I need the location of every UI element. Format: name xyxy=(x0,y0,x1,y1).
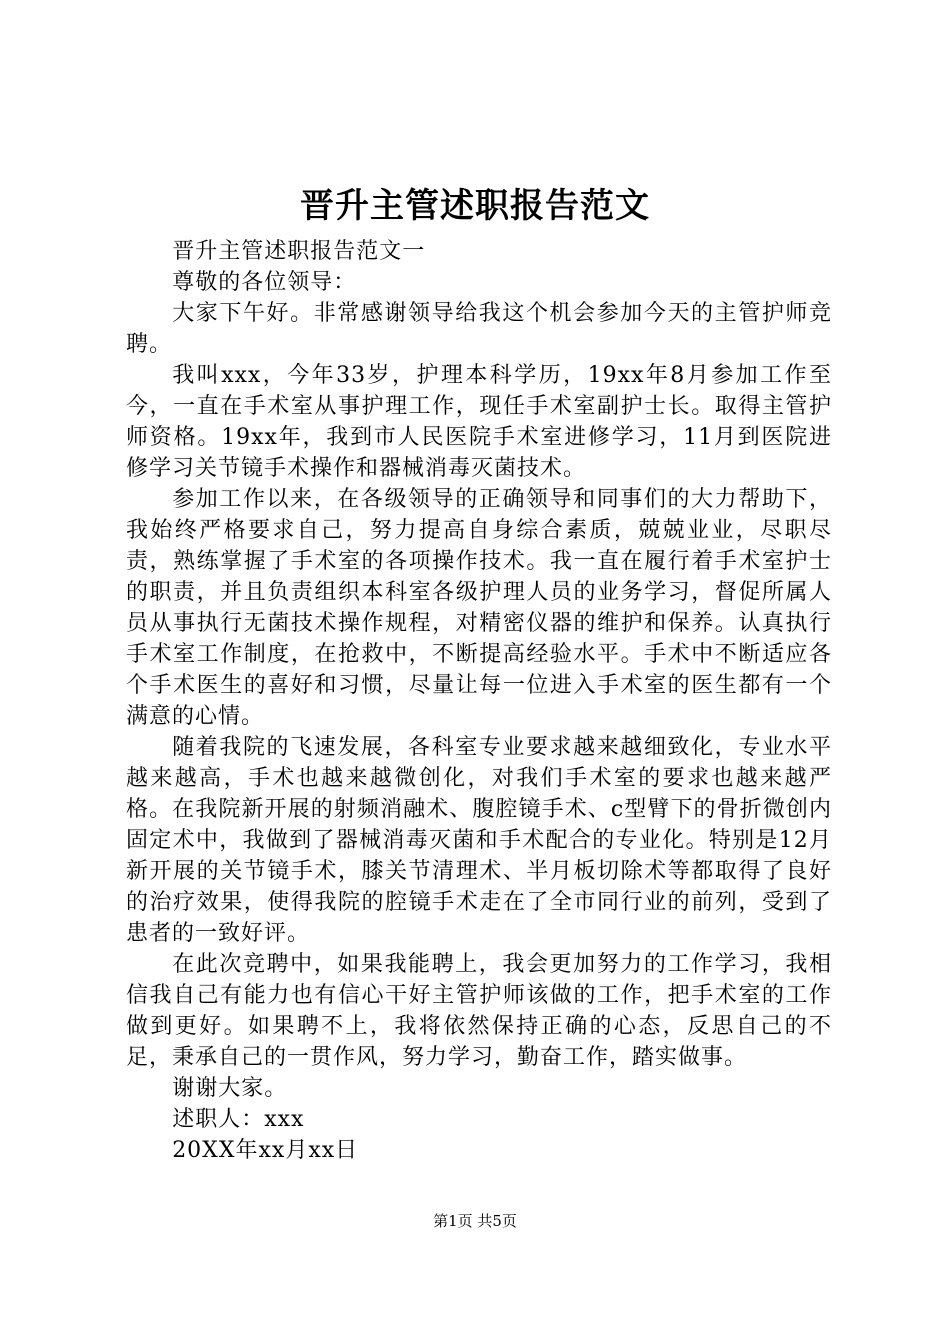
paragraph-commitment: 在此次竞聘中，如果我能聘上，我会更加努力的工作学习，我相信我自己有能力也有信心干好主管护师该做的工作，把手术室的工作做到更好。如果聘不上，我将依然保持正确的心态，反思自己的不足，秉承自己的一贯作风，努力学习，勤奋工作，踏实做事。 xyxy=(126,952,832,1070)
paragraph-date: 20XX年xx月xx日 xyxy=(172,1138,359,1163)
paragraph-self-introduction: 我叫xxx，今年33岁，护理本科学历，19xx年8月参加工作至今，一直在手术室从事护理工作，现任手术室副护士长。取得主管护师资格。19xx年，我到市人民医院手术室进修学习，11月到医院进修学习关节镜手术操作和器械消毒灭菌技术。 xyxy=(126,363,832,481)
paragraph-signature: 述职人：xxx xyxy=(172,1107,305,1132)
paragraph-achievements: 随着我院的飞速发展，各科室专业要求越来越细致化，专业水平越来越高，手术也越来越微创化，对我们手术室的要求也越来越严格。在我院新开展的射频消融术、腹腔镜手术、c型臂下的骨折微创内固定术中，我做到了器械消毒灭菌和手术配合的专业化。特别是12月新开展的关节镜手术，膝关节清理术、半月板切除术等都取得了良好的治疗效果，使得我院的腔镜手术走在了全市同行业的前列，受到了患者的一致好评。 xyxy=(126,735,832,946)
document-body xyxy=(126,236,832,1166)
paragraph-greeting: 大家下午好。非常感谢领导给我这个机会参加今天的主管护师竞聘。 xyxy=(126,301,832,357)
paragraph-thanks: 谢谢大家。 xyxy=(172,1076,288,1101)
paragraph-salutation: 尊敬的各位领导： xyxy=(172,270,357,295)
paragraph-subtitle: 晋升主管述职报告范文一 xyxy=(172,239,426,264)
page-number-footer: 第1页 共5页 xyxy=(433,1212,517,1230)
document-title: 晋升主管述职报告范文 xyxy=(300,186,650,226)
paragraph-work-experience: 参加工作以来，在各级领导的正确领导和同事们的大力帮助下，我始终严格要求自己，努力提高自身综合素质，兢兢业业，尽职尽责，熟练掌握了手术室的各项操作技术。我一直在履行着手术室护士的职责，并且负责组织本科室各级护理人员的业务学习，督促所属人员从事执行无菌技术操作规程，对精密仪器的维护和保养。认真执行手术室工作制度，在抢救中，不断提高经验水平。手术中不断适应各个手术医生的喜好和习惯，尽量让每一位进入手术室的医生都有一个满意的心情。 xyxy=(126,487,832,729)
